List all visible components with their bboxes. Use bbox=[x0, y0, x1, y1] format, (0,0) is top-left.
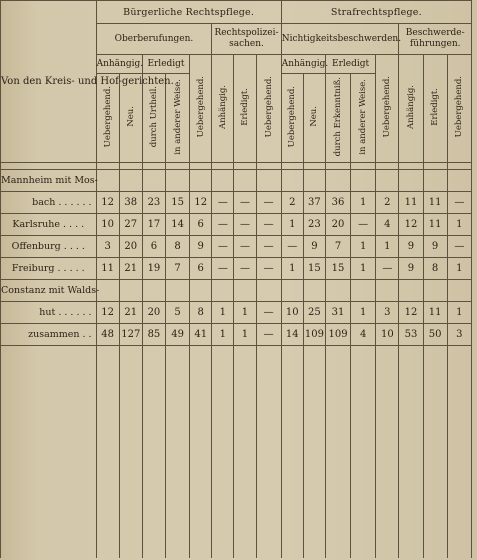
empty-cell bbox=[190, 346, 212, 559]
table-cell: 10 bbox=[281, 302, 303, 324]
table-cell: 8 bbox=[423, 258, 447, 280]
empty-cell bbox=[303, 170, 325, 192]
table-cell: 12 bbox=[96, 302, 119, 324]
table-cell: 2 bbox=[376, 192, 399, 214]
col-rp-anhaengig bbox=[212, 55, 234, 163]
table-cell: 9 bbox=[303, 236, 325, 258]
table-cell: 9 bbox=[190, 236, 212, 258]
table-cell: 11 bbox=[96, 258, 119, 280]
table-row bbox=[1, 214, 472, 236]
col-rp-uebergehend bbox=[256, 55, 281, 163]
table-cell: 127 bbox=[119, 324, 142, 346]
empty-cell bbox=[212, 170, 234, 192]
table-row bbox=[1, 170, 472, 192]
row-label-continued: hut . . . . . . bbox=[1, 302, 97, 324]
empty-cell bbox=[190, 170, 212, 192]
table-cell: 37 bbox=[303, 192, 325, 214]
table-cell: 10 bbox=[96, 214, 119, 236]
empty-cell bbox=[376, 170, 399, 192]
crim-erledigt: Erledigt bbox=[325, 55, 375, 74]
table-cell: — bbox=[234, 258, 256, 280]
empty-cell bbox=[423, 280, 447, 302]
empty-cell bbox=[166, 346, 190, 559]
spacer-cell bbox=[376, 163, 399, 170]
empty-cell bbox=[256, 170, 281, 192]
table-cell: — bbox=[212, 236, 234, 258]
empty-cell bbox=[212, 346, 234, 559]
table-cell: 3 bbox=[96, 236, 119, 258]
spacer-cell bbox=[212, 163, 234, 170]
total-label: zusammen . . bbox=[1, 324, 97, 346]
table-cell: 25 bbox=[303, 302, 325, 324]
empty-area bbox=[1, 346, 472, 559]
table-cell: 1 bbox=[212, 324, 234, 346]
empty-cell bbox=[399, 280, 423, 302]
table-cell: 3 bbox=[376, 302, 399, 324]
spacer-cell bbox=[142, 163, 165, 170]
empty-cell bbox=[234, 346, 256, 559]
table-cell: 1 bbox=[351, 192, 376, 214]
table-cell: 6 bbox=[190, 258, 212, 280]
col-label: Neu. bbox=[309, 106, 320, 127]
spacer-row bbox=[1, 163, 472, 170]
spacer-cell bbox=[325, 163, 350, 170]
col-crim-uebergehend-2 bbox=[376, 55, 399, 163]
civil-anhaengig: Anhängig. bbox=[96, 55, 142, 74]
table-cell: 12 bbox=[399, 214, 423, 236]
table-cell: 1 bbox=[447, 214, 471, 236]
spacer-cell bbox=[447, 163, 471, 170]
table-cell: 14 bbox=[281, 324, 303, 346]
table-cell: 11 bbox=[423, 192, 447, 214]
subgroup-rechtspolizei: Rechtspolizei-sachen. bbox=[212, 24, 281, 55]
empty-cell bbox=[142, 280, 165, 302]
table-cell: 6 bbox=[190, 214, 212, 236]
table-cell: — bbox=[234, 192, 256, 214]
empty-cell bbox=[399, 170, 423, 192]
row-label: Constanz mit Walds- bbox=[1, 280, 97, 302]
table-cell: 12 bbox=[190, 192, 212, 214]
empty-cell bbox=[423, 170, 447, 192]
table-cell: 38 bbox=[119, 192, 142, 214]
table-cell: 9 bbox=[423, 236, 447, 258]
col-label: Erledigt. bbox=[430, 88, 441, 126]
table-cell: 1 bbox=[447, 302, 471, 324]
table-row bbox=[1, 258, 472, 280]
table-cell: 31 bbox=[325, 302, 350, 324]
spacer-cell bbox=[166, 163, 190, 170]
col-crim-erkenntniss bbox=[325, 74, 350, 163]
col-rp-erledigt bbox=[234, 55, 256, 163]
table-cell: 15 bbox=[303, 258, 325, 280]
table-cell: — bbox=[212, 214, 234, 236]
table-cell: 9 bbox=[399, 236, 423, 258]
empty-cell bbox=[234, 280, 256, 302]
empty-cell bbox=[447, 280, 471, 302]
empty-cell bbox=[281, 170, 303, 192]
table-cell: 1 bbox=[351, 258, 376, 280]
empty-cell bbox=[325, 170, 350, 192]
empty-cell bbox=[96, 346, 119, 559]
empty-cell bbox=[351, 280, 376, 302]
empty-cell bbox=[96, 280, 119, 302]
col-label: Uebergehend. bbox=[263, 76, 274, 138]
table-cell: 23 bbox=[142, 192, 165, 214]
empty-cell bbox=[234, 170, 256, 192]
row-label: Karlsruhe . . . . bbox=[1, 214, 97, 236]
spacer-cell bbox=[303, 163, 325, 170]
subgroup-beschwerde: Beschwerde-führungen. bbox=[399, 24, 472, 55]
empty-cell bbox=[212, 280, 234, 302]
table-cell: — bbox=[447, 236, 471, 258]
table-cell: 53 bbox=[399, 324, 423, 346]
empty-cell bbox=[325, 280, 350, 302]
empty-cell bbox=[303, 280, 325, 302]
table-row bbox=[1, 302, 472, 324]
col-label: in anderer Weise. bbox=[358, 78, 369, 155]
empty-cell bbox=[376, 346, 399, 559]
col-label: Neu. bbox=[125, 106, 136, 127]
spacer-cell bbox=[1, 163, 97, 170]
table-cell: — bbox=[351, 214, 376, 236]
empty-cell bbox=[447, 346, 471, 559]
col-label: Uebergehend. bbox=[195, 76, 206, 138]
table-cell: — bbox=[212, 192, 234, 214]
empty-cell bbox=[256, 346, 281, 559]
group-criminal: Strafrechtspflege. bbox=[281, 1, 471, 24]
table-cell: 48 bbox=[96, 324, 119, 346]
subgroup-nichtigkeit: Nichtigkeitsbeschwerden. bbox=[281, 24, 399, 55]
spacer-cell bbox=[399, 163, 423, 170]
col-label: Uebergehend. bbox=[287, 85, 298, 148]
col-crim-neu bbox=[303, 74, 325, 163]
table-cell: 2 bbox=[281, 192, 303, 214]
table-cell: 41 bbox=[190, 324, 212, 346]
table-cell: — bbox=[281, 236, 303, 258]
table-cell: 21 bbox=[119, 302, 142, 324]
spacer-cell bbox=[190, 163, 212, 170]
empty-cell bbox=[281, 346, 303, 559]
table-cell: 23 bbox=[303, 214, 325, 236]
table-cell: 8 bbox=[190, 302, 212, 324]
table-cell: 50 bbox=[423, 324, 447, 346]
table-cell: 36 bbox=[325, 192, 350, 214]
empty-cell bbox=[281, 280, 303, 302]
empty-cell bbox=[96, 170, 119, 192]
spacer-cell bbox=[119, 163, 142, 170]
empty-cell bbox=[447, 170, 471, 192]
table-cell: 21 bbox=[119, 258, 142, 280]
table-cell: 20 bbox=[142, 302, 165, 324]
empty-cell bbox=[423, 346, 447, 559]
table-cell: 11 bbox=[399, 192, 423, 214]
spacer-cell bbox=[234, 163, 256, 170]
table-cell: 12 bbox=[96, 192, 119, 214]
civil-erledigt: Erledigt bbox=[142, 55, 189, 74]
table-cell: 15 bbox=[166, 192, 190, 214]
table-cell: — bbox=[256, 258, 281, 280]
empty-cell bbox=[166, 170, 190, 192]
group-civil: Bürgerliche Rechtspflege. bbox=[96, 1, 281, 24]
table-cell: 9 bbox=[399, 258, 423, 280]
table-cell: 20 bbox=[325, 214, 350, 236]
col-bf-erledigt bbox=[423, 55, 447, 163]
table-cell: 7 bbox=[325, 236, 350, 258]
table-cell: 1 bbox=[234, 324, 256, 346]
spacer-cell bbox=[423, 163, 447, 170]
col-bf-uebergehend bbox=[447, 55, 471, 163]
table-cell: 6 bbox=[142, 236, 165, 258]
table-cell: 109 bbox=[303, 324, 325, 346]
table-cell: — bbox=[256, 324, 281, 346]
table-cell: — bbox=[256, 302, 281, 324]
table-cell: 20 bbox=[119, 236, 142, 258]
empty-cell bbox=[142, 170, 165, 192]
col-crim-andere bbox=[351, 74, 376, 163]
col-label: durch Urtheil. bbox=[148, 85, 159, 148]
empty-cell bbox=[303, 346, 325, 559]
table-cell: — bbox=[256, 214, 281, 236]
row-label: Freiburg . . . . . bbox=[1, 258, 97, 280]
table-row bbox=[1, 236, 472, 258]
table-cell: 17 bbox=[142, 214, 165, 236]
col-label: durch Erkenntniß. bbox=[333, 76, 344, 157]
empty-cell bbox=[1, 346, 97, 559]
table-cell: — bbox=[256, 236, 281, 258]
table-cell: 1 bbox=[234, 302, 256, 324]
empty-cell bbox=[351, 170, 376, 192]
corner-label-text: Von den Kreis- und Hof-gerichten. bbox=[1, 75, 174, 87]
col-label: Uebergehend. bbox=[382, 76, 393, 138]
empty-cell bbox=[256, 280, 281, 302]
table-cell: — bbox=[376, 258, 399, 280]
table-cell: 1 bbox=[447, 258, 471, 280]
table-cell: 12 bbox=[399, 302, 423, 324]
col-label: Erledigt. bbox=[239, 88, 250, 126]
spacer-cell bbox=[256, 163, 281, 170]
empty-cell bbox=[166, 280, 190, 302]
col-bf-anhaengig bbox=[399, 55, 423, 163]
empty-cell bbox=[399, 346, 423, 559]
spacer-cell bbox=[96, 163, 119, 170]
col-label: Anhängig. bbox=[405, 85, 416, 129]
empty-cell bbox=[119, 346, 142, 559]
table-cell: 5 bbox=[166, 302, 190, 324]
col-label: in anderer Weise. bbox=[172, 78, 183, 155]
table-cell: — bbox=[447, 192, 471, 214]
col-label: Uebergehend. bbox=[102, 85, 113, 148]
table-cell: 11 bbox=[423, 214, 447, 236]
empty-cell bbox=[325, 346, 350, 559]
table-cell: 15 bbox=[325, 258, 350, 280]
table-cell: — bbox=[234, 214, 256, 236]
table-row bbox=[1, 280, 472, 302]
table-cell: 14 bbox=[166, 214, 190, 236]
table-cell: 4 bbox=[351, 324, 376, 346]
empty-cell bbox=[376, 280, 399, 302]
row-label: Mannheim mit Mos- bbox=[1, 170, 97, 192]
table-cell: 3 bbox=[447, 324, 471, 346]
table-cell: 8 bbox=[166, 236, 190, 258]
table-cell: 1 bbox=[376, 236, 399, 258]
table-cell: 1 bbox=[351, 236, 376, 258]
col-crim-uebergehend bbox=[281, 74, 303, 163]
table-cell: 19 bbox=[142, 258, 165, 280]
table-cell: — bbox=[234, 236, 256, 258]
table-cell: 10 bbox=[376, 324, 399, 346]
table-body bbox=[1, 163, 472, 559]
header-row-groups bbox=[1, 1, 472, 24]
table-row bbox=[1, 192, 472, 214]
table-cell: 1 bbox=[281, 214, 303, 236]
table-cell: 27 bbox=[119, 214, 142, 236]
empty-cell bbox=[190, 280, 212, 302]
empty-cell bbox=[351, 346, 376, 559]
table-cell: 1 bbox=[212, 302, 234, 324]
row-label: Offenburg . . . . bbox=[1, 236, 97, 258]
empty-cell bbox=[119, 170, 142, 192]
table-cell: 49 bbox=[166, 324, 190, 346]
empty-cell bbox=[142, 346, 165, 559]
subgroup-oberberufungen: Oberberufungen. bbox=[96, 24, 212, 55]
col-label: Anhängig. bbox=[217, 85, 228, 129]
table-cell: — bbox=[256, 192, 281, 214]
table-row bbox=[1, 324, 472, 346]
table-cell: 109 bbox=[325, 324, 350, 346]
spacer-cell bbox=[281, 163, 303, 170]
crim-anhaengig: Anhängig. bbox=[281, 55, 325, 74]
table-cell: 1 bbox=[281, 258, 303, 280]
table-cell: 85 bbox=[142, 324, 165, 346]
table-cell: — bbox=[212, 258, 234, 280]
empty-cell bbox=[119, 280, 142, 302]
table-cell: 11 bbox=[423, 302, 447, 324]
col-label: Uebergehend. bbox=[454, 76, 465, 138]
row-label-continued: bach . . . . . . bbox=[1, 192, 97, 214]
table-cell: 1 bbox=[351, 302, 376, 324]
spacer-cell bbox=[351, 163, 376, 170]
col-civil-uebergehend-2 bbox=[190, 55, 212, 163]
table-cell: 7 bbox=[166, 258, 190, 280]
table-cell: 4 bbox=[376, 214, 399, 236]
